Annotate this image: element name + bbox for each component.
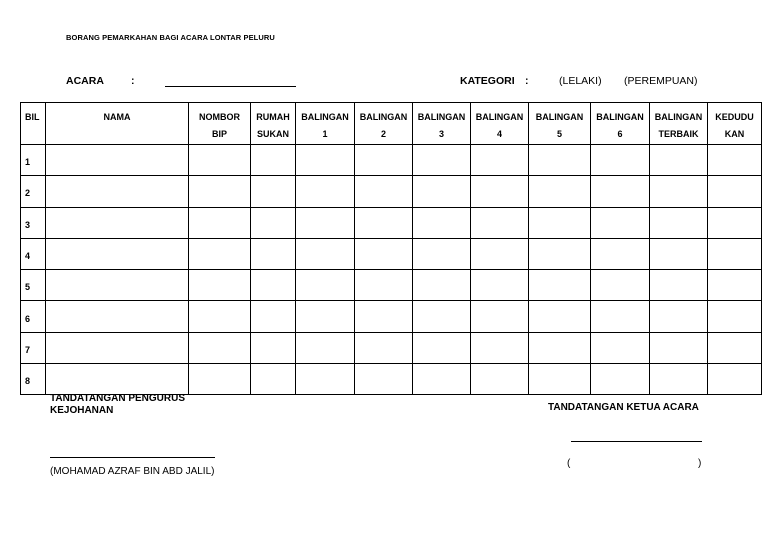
cell-nombor-bip[interactable] — [189, 145, 251, 176]
header-balingan-6: BALINGAN 6 — [591, 103, 650, 145]
cell-nombor-bip[interactable] — [189, 238, 251, 269]
left-signature-title-line2: KEJOHANAN — [50, 405, 114, 416]
header-balingan-5: BALINGAN 5 — [529, 103, 591, 145]
cell-balingan-3[interactable] — [413, 332, 471, 363]
header-rumah-sukan: RUMAH SUKAN — [251, 103, 296, 145]
cell-balingan-6[interactable] — [591, 207, 650, 238]
cell-balingan-1[interactable] — [296, 238, 355, 269]
cell-balingan-6[interactable] — [591, 145, 650, 176]
cell-balingan-3[interactable] — [413, 145, 471, 176]
cell-balingan-3[interactable] — [413, 270, 471, 301]
cell-balingan-2[interactable] — [355, 270, 413, 301]
cell-kedudukan[interactable] — [708, 176, 762, 207]
cell-balingan-4[interactable] — [471, 176, 529, 207]
cell-balingan-terbaik[interactable] — [650, 364, 708, 395]
option-perempuan[interactable]: (PEREMPUAN) — [624, 75, 698, 87]
cell-balingan-terbaik[interactable] — [650, 238, 708, 269]
cell-balingan-1[interactable] — [296, 364, 355, 395]
cell-balingan-terbaik[interactable] — [650, 207, 708, 238]
cell-balingan-4[interactable] — [471, 145, 529, 176]
right-signature-title: TANDATANGAN KETUA ACARA — [548, 402, 699, 413]
cell-balingan-6[interactable] — [591, 301, 650, 332]
cell-balingan-3[interactable] — [413, 364, 471, 395]
cell-balingan-6[interactable] — [591, 332, 650, 363]
cell-nombor-bip[interactable] — [189, 364, 251, 395]
cell-rumah-sukan[interactable] — [251, 332, 296, 363]
cell-rumah-sukan[interactable] — [251, 301, 296, 332]
cell-balingan-2[interactable] — [355, 176, 413, 207]
cell-balingan-1[interactable] — [296, 207, 355, 238]
cell-balingan-4[interactable] — [471, 207, 529, 238]
cell-nombor-bip[interactable] — [189, 270, 251, 301]
row-number: 3 — [21, 207, 46, 238]
header-balingan-2: BALINGAN 2 — [355, 103, 413, 145]
row-number: 4 — [21, 238, 46, 269]
cell-balingan-5[interactable] — [529, 238, 591, 269]
form-title: BORANG PEMARKAHAN BAGI ACARA LONTAR PELURU — [66, 33, 275, 42]
cell-rumah-sukan[interactable] — [251, 270, 296, 301]
cell-rumah-sukan[interactable] — [251, 364, 296, 395]
cell-nama[interactable] — [46, 270, 189, 301]
cell-balingan-2[interactable] — [355, 301, 413, 332]
cell-balingan-2[interactable] — [355, 145, 413, 176]
cell-rumah-sukan[interactable] — [251, 207, 296, 238]
cell-balingan-4[interactable] — [471, 270, 529, 301]
header-kedudukan: KEDUDU KAN — [708, 103, 762, 145]
acara-input-line[interactable] — [165, 86, 296, 87]
cell-balingan-2[interactable] — [355, 332, 413, 363]
cell-balingan-5[interactable] — [529, 364, 591, 395]
cell-balingan-3[interactable] — [413, 238, 471, 269]
left-signature-title — [50, 393, 185, 417]
cell-balingan-5[interactable] — [529, 270, 591, 301]
header-balingan-terbaik: BALINGAN TERBAIK — [650, 103, 708, 145]
cell-balingan-4[interactable] — [471, 364, 529, 395]
right-name-close-paren: ) — [698, 458, 702, 469]
kategori-colon: : — [525, 75, 529, 87]
cell-kedudukan[interactable] — [708, 270, 762, 301]
left-signature-title-line1: TANDATANGAN PENGURUS — [50, 393, 185, 404]
score-table — [20, 102, 762, 395]
cell-kedudukan[interactable] — [708, 238, 762, 269]
cell-balingan-5[interactable] — [529, 176, 591, 207]
row-number: 1 — [21, 145, 46, 176]
cell-balingan-5[interactable] — [529, 145, 591, 176]
cell-kedudukan[interactable] — [708, 364, 762, 395]
cell-balingan-5[interactable] — [529, 332, 591, 363]
table-row — [21, 270, 762, 301]
header-nama: NAMA — [46, 103, 189, 145]
cell-balingan-2[interactable] — [355, 364, 413, 395]
cell-balingan-5[interactable] — [529, 301, 591, 332]
cell-balingan-6[interactable] — [591, 238, 650, 269]
table-row — [21, 207, 762, 238]
header-balingan-3: BALINGAN 3 — [413, 103, 471, 145]
table-row — [21, 145, 762, 176]
cell-balingan-6[interactable] — [591, 176, 650, 207]
header-balingan-1: BALINGAN 1 — [296, 103, 355, 145]
cell-nama[interactable] — [46, 364, 189, 395]
cell-balingan-4[interactable] — [471, 332, 529, 363]
header-bil: BIL — [21, 103, 46, 145]
table-row — [21, 364, 762, 395]
cell-balingan-2[interactable] — [355, 207, 413, 238]
cell-nama[interactable] — [46, 176, 189, 207]
row-number: 5 — [21, 270, 46, 301]
header-nombor-bip: NOMBOR BIP — [189, 103, 251, 145]
cell-rumah-sukan[interactable] — [251, 176, 296, 207]
left-signature-line[interactable] — [50, 457, 215, 458]
cell-kedudukan[interactable] — [708, 332, 762, 363]
left-signature-name: (MOHAMAD AZRAF BIN ABD JALIL) — [50, 466, 215, 477]
row-number: 8 — [21, 364, 46, 395]
header-balingan-4: BALINGAN 4 — [471, 103, 529, 145]
cell-balingan-terbaik[interactable] — [650, 145, 708, 176]
row-number: 7 — [21, 332, 46, 363]
cell-nombor-bip[interactable] — [189, 176, 251, 207]
cell-nama[interactable] — [46, 332, 189, 363]
cell-balingan-1[interactable] — [296, 270, 355, 301]
cell-nombor-bip[interactable] — [189, 301, 251, 332]
cell-balingan-4[interactable] — [471, 238, 529, 269]
table-row — [21, 176, 762, 207]
acara-colon: : — [131, 75, 135, 87]
cell-nama[interactable] — [46, 238, 189, 269]
table-row — [21, 238, 762, 269]
cell-balingan-terbaik[interactable] — [650, 301, 708, 332]
table-row — [21, 332, 762, 363]
cell-balingan-6[interactable] — [591, 364, 650, 395]
table-header-row — [21, 103, 762, 145]
cell-nombor-bip[interactable] — [189, 332, 251, 363]
cell-balingan-1[interactable] — [296, 176, 355, 207]
option-lelaki[interactable]: (LELAKI) — [559, 75, 602, 87]
cell-kedudukan[interactable] — [708, 301, 762, 332]
cell-balingan-1[interactable] — [296, 145, 355, 176]
cell-kedudukan[interactable] — [708, 207, 762, 238]
cell-balingan-terbaik[interactable] — [650, 332, 708, 363]
cell-rumah-sukan[interactable] — [251, 145, 296, 176]
cell-nombor-bip[interactable] — [189, 207, 251, 238]
row-number: 6 — [21, 301, 46, 332]
row-number: 2 — [21, 176, 46, 207]
cell-balingan-3[interactable] — [413, 176, 471, 207]
cell-balingan-6[interactable] — [591, 270, 650, 301]
cell-balingan-3[interactable] — [413, 207, 471, 238]
cell-kedudukan[interactable] — [708, 145, 762, 176]
cell-balingan-2[interactable] — [355, 238, 413, 269]
right-name-open-paren: ( — [567, 458, 571, 469]
cell-nama[interactable] — [46, 145, 189, 176]
cell-balingan-3[interactable] — [413, 301, 471, 332]
cell-balingan-terbaik[interactable] — [650, 270, 708, 301]
table-row — [21, 301, 762, 332]
cell-balingan-1[interactable] — [296, 301, 355, 332]
cell-rumah-sukan[interactable] — [251, 238, 296, 269]
cell-balingan-1[interactable] — [296, 332, 355, 363]
acara-label: ACARA — [66, 75, 104, 87]
cell-nama[interactable] — [46, 207, 189, 238]
right-signature-line[interactable] — [571, 441, 702, 442]
cell-nama[interactable] — [46, 301, 189, 332]
cell-balingan-5[interactable] — [529, 207, 591, 238]
kategori-label: KATEGORI — [460, 75, 515, 87]
cell-balingan-4[interactable] — [471, 301, 529, 332]
cell-balingan-terbaik[interactable] — [650, 176, 708, 207]
